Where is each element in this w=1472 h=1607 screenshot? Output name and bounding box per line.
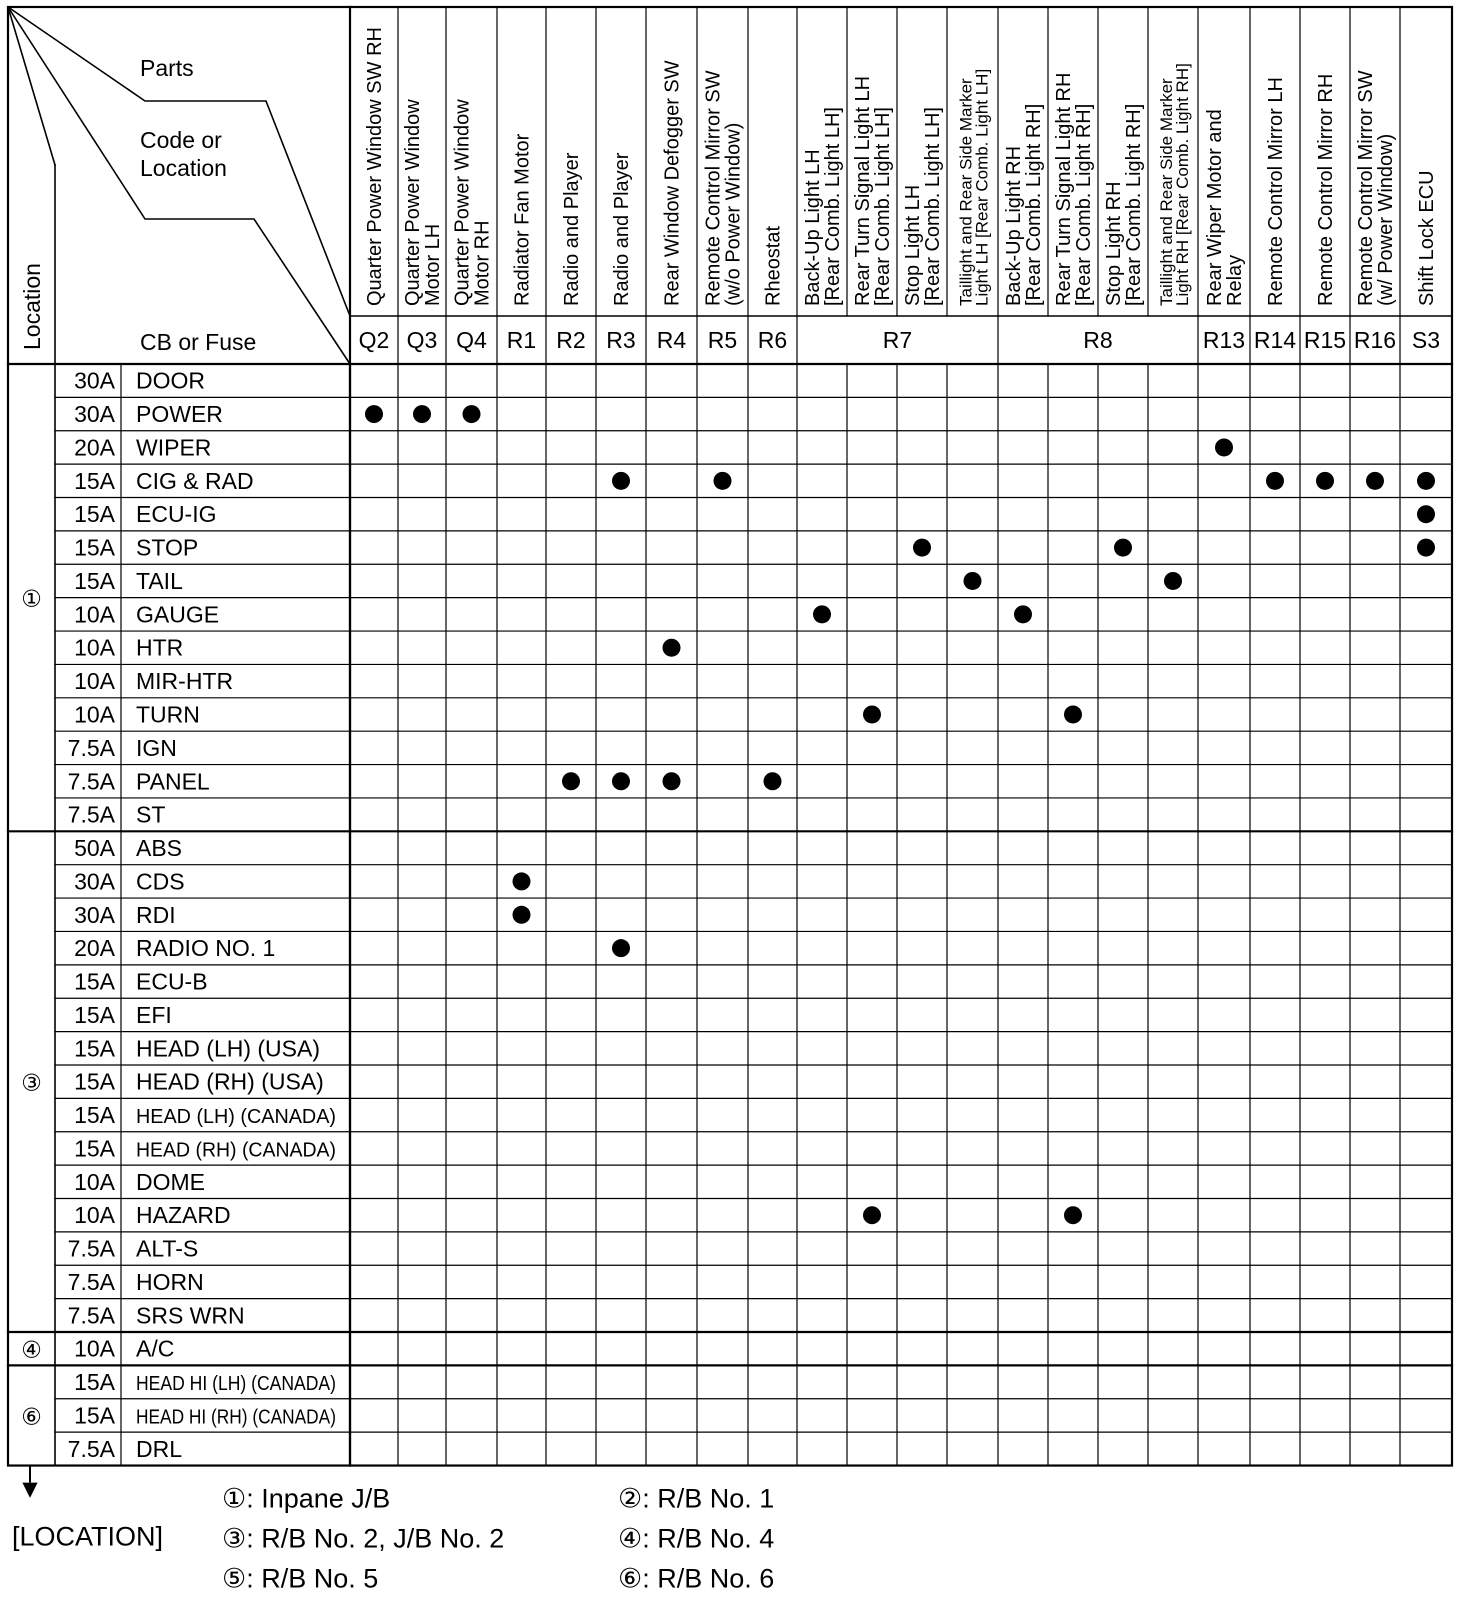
fuse-amp: 15A [74, 1402, 115, 1429]
code-location-label: Code or [140, 127, 222, 153]
fuse-name: A/C [136, 1335, 175, 1362]
location-axis-label: Location [19, 263, 45, 350]
fuse-name: HTR [136, 634, 184, 661]
fuse-name: DOOR [136, 367, 205, 394]
column-code: R16 [1353, 327, 1397, 353]
fuse-amp: 30A [74, 401, 115, 428]
fuse-name: EFI [136, 1001, 172, 1028]
cb-fuse-label: CB or Fuse [140, 329, 257, 355]
location-marker: ④ [21, 1336, 42, 1363]
column-header: Stop Light RH [1103, 181, 1125, 306]
column-header: Stop Light LH [902, 184, 924, 306]
column-header: Motor LH [422, 223, 444, 306]
fuse-amp: 50A [74, 835, 115, 862]
connection-dot [513, 906, 531, 924]
fuse-amp: 7.5A [67, 801, 115, 828]
connection-dot [1064, 1206, 1082, 1224]
fuse-name: HEAD HI (LH) (CANADA) [136, 1373, 336, 1396]
location-marker: ③ [21, 1069, 42, 1096]
fuse-amp: 20A [74, 434, 115, 461]
column-header: Light LH [Rear Comb. Light LH] [972, 68, 992, 306]
column-header: (w/o Power Window) [722, 122, 745, 306]
code-location-label: Location [140, 155, 227, 181]
column-header: Radio and Player [561, 152, 583, 306]
fuse-amp: 20A [74, 935, 115, 962]
connection-dot [1417, 539, 1435, 557]
connection-dot [365, 405, 383, 423]
fuse-name: POWER [136, 401, 223, 428]
column-header: Quarter Power Window [402, 99, 424, 306]
fuse-amp: 15A [74, 1035, 115, 1062]
column-header: Relay [1224, 254, 1246, 306]
location-marker: ① [21, 585, 42, 612]
column-code: R7 [882, 327, 913, 353]
column-code: R4 [656, 327, 687, 353]
fuse-amp: 15A [74, 1135, 115, 1162]
column-header: Back-Up Light LH [802, 149, 824, 306]
fuse-name: IGN [136, 734, 177, 761]
column-header: Rear Turn Signal Light RH [1053, 72, 1075, 306]
fuse-name: HAZARD [136, 1202, 231, 1229]
column-header: Taillight and Rear Side Marker [1157, 78, 1176, 306]
column-header: Radiator Fan Motor [511, 133, 534, 306]
fuse-name: ECU-IG [136, 501, 217, 528]
fuse-amp: 15A [74, 1001, 115, 1028]
legend-item: ①: Inpane J/B [222, 1483, 391, 1514]
fuse-name: CDS [136, 868, 185, 895]
connection-dot [663, 772, 681, 790]
fuse-name: DRL [136, 1435, 183, 1462]
column-code: R15 [1303, 327, 1347, 353]
column-header: Quarter Power Window SW RH [364, 27, 386, 306]
connection-dot [463, 405, 481, 423]
column-header: [Rear Comb. Light RH] [1073, 103, 1095, 306]
column-code: Q4 [456, 327, 487, 353]
connection-dot [663, 639, 681, 657]
column-header: Remote Control Mirror LH [1265, 77, 1287, 306]
column-code: R3 [606, 327, 636, 353]
legend-item: ④: R/B No. 4 [618, 1523, 775, 1554]
fuse-name: SRS WRN [136, 1302, 245, 1329]
column-header: Back-Up Light RH [1003, 145, 1025, 306]
fuse-amp: 10A [74, 1335, 115, 1362]
connection-dot [1114, 539, 1132, 557]
legend-title: [LOCATION] [12, 1521, 164, 1552]
column-header: [Rear Comb. Light LH] [822, 107, 844, 306]
fuse-amp: 30A [74, 901, 115, 928]
fuse-amp: 15A [74, 1068, 115, 1095]
fuse-name: RDI [136, 901, 176, 928]
fuse-amp: 7.5A [67, 734, 115, 761]
connection-dot [562, 772, 580, 790]
connection-dot [1366, 472, 1384, 490]
connection-dot [1014, 605, 1032, 623]
fuse-name: HEAD (LH) (USA) [136, 1035, 321, 1062]
column-header: Rear Wiper Motor and [1204, 109, 1226, 306]
fuse-amp: 7.5A [67, 1302, 115, 1329]
column-code: R2 [556, 327, 586, 353]
column-header: [Rear Comb. Light RH] [1023, 103, 1045, 306]
connection-dot [1316, 472, 1334, 490]
column-header: Remote Control Mirror RH [1315, 73, 1337, 306]
fuse-name: HEAD (RH) (CANADA) [136, 1139, 336, 1162]
column-header: Shift Lock ECU [1416, 170, 1438, 306]
connection-dot [1417, 505, 1435, 523]
fuse-amp: 15A [74, 567, 115, 594]
fuse-name: ALT-S [136, 1235, 199, 1262]
corner-location-divider [8, 7, 55, 165]
column-header: Light RH [Rear Comb. Light RH] [1173, 63, 1192, 306]
fuse-amp: 10A [74, 668, 115, 695]
legend-item: ②: R/B No. 1 [618, 1483, 775, 1514]
legend-item: ⑤: R/B No. 5 [222, 1563, 379, 1594]
location-marker: ⑥ [21, 1403, 42, 1430]
fuse-name: STOP [136, 534, 199, 561]
column-code: R14 [1253, 327, 1297, 353]
column-code: R8 [1083, 327, 1113, 353]
fuse-name: TAIL [136, 567, 183, 594]
connection-dot [813, 605, 831, 623]
fuse-name: DOME [136, 1168, 205, 1195]
fuse-amp: 7.5A [67, 1268, 115, 1295]
column-header: (w/ Power Window) [1375, 133, 1397, 306]
column-code: R1 [506, 327, 537, 353]
column-header: [Rear Comb. Light RH] [1123, 103, 1145, 306]
fuse-amp: 15A [74, 1369, 115, 1396]
column-code: S3 [1411, 327, 1441, 353]
column-header: Rear Window Defogger SW [661, 60, 684, 306]
connection-dot [612, 772, 630, 790]
fuse-name: RADIO NO. 1 [136, 935, 276, 962]
column-header: Remote Control Mirror SW [702, 70, 725, 306]
fuse-name: PANEL [136, 768, 210, 795]
fuse-name: TURN [136, 701, 200, 728]
connection-dot [413, 405, 431, 423]
fuse-name: WIPER [136, 434, 212, 461]
fuse-amp: 15A [74, 467, 115, 494]
fuse-amp: 7.5A [67, 768, 115, 795]
column-header: [Rear Comb. Light LH] [922, 107, 944, 306]
fuse-amp: 10A [74, 1168, 115, 1195]
fuse-name: MIR-HTR [136, 668, 234, 695]
legend-item: ③: R/B No. 2, J/B No. 2 [222, 1523, 505, 1554]
connection-dot [513, 872, 531, 890]
fuse-amp: 15A [74, 501, 115, 528]
fuse-amp: 10A [74, 601, 115, 628]
fuse-amp: 10A [74, 1202, 115, 1229]
column-code: Q2 [358, 327, 390, 353]
column-header: Taillight and Rear Side Marker [956, 78, 976, 306]
fuse-name: HEAD (LH) (CANADA) [136, 1106, 336, 1129]
column-header: Quarter Power Window [451, 99, 474, 306]
fuse-name: ST [136, 801, 166, 828]
column-code: R6 [757, 327, 788, 353]
fuse-name: ABS [136, 835, 183, 862]
fuse-amp: 10A [74, 634, 115, 661]
connection-dot [764, 772, 782, 790]
fuse-amp: 15A [74, 1102, 115, 1129]
connection-dot [1215, 438, 1233, 456]
fuse-amp: 7.5A [67, 1235, 115, 1262]
fuse-name: HEAD (RH) (USA) [136, 1068, 324, 1095]
fuse-amp: 30A [74, 868, 115, 895]
column-header: Radio and Player [611, 152, 633, 306]
legend-item: ⑥: R/B No. 6 [618, 1563, 775, 1594]
connection-dot [612, 939, 630, 957]
connection-dot [1064, 705, 1082, 723]
fuse-amp: 10A [74, 701, 115, 728]
connection-dot [863, 1206, 881, 1224]
fuse-amp: 30A [74, 367, 115, 394]
column-code: R5 [707, 327, 738, 353]
fuse-amp: 7.5A [67, 1435, 115, 1462]
connection-dot [863, 705, 881, 723]
fuse-name: HEAD HI (RH) (CANADA) [136, 1406, 336, 1429]
connection-dot [612, 472, 630, 490]
column-header: [Rear Comb. Light LH] [872, 107, 894, 306]
connection-dot [1266, 472, 1284, 490]
legend-arrow-icon: ▼ [17, 1473, 43, 1504]
fuse-name: HORN [136, 1268, 204, 1295]
connection-dot [913, 539, 931, 557]
connection-dot [714, 472, 732, 490]
column-header: Remote Control Mirror SW [1355, 70, 1377, 306]
column-code: Q3 [406, 327, 438, 353]
fuse-name: CIG & RAD [136, 467, 254, 494]
column-code: R13 [1202, 327, 1246, 353]
parts-label: Parts [140, 55, 194, 81]
fuse-amp: 15A [74, 968, 115, 995]
fuse-name: ECU-B [136, 968, 208, 995]
column-header: Motor RH [471, 220, 494, 306]
column-header: Rheostat [762, 225, 785, 306]
connection-dot [1417, 472, 1435, 490]
connection-dot [964, 572, 982, 590]
connection-dot [1164, 572, 1182, 590]
column-header: Rear Turn Signal Light LH [852, 75, 874, 306]
fuse-amp: 15A [74, 534, 115, 561]
fuse-name: GAUGE [136, 601, 220, 628]
